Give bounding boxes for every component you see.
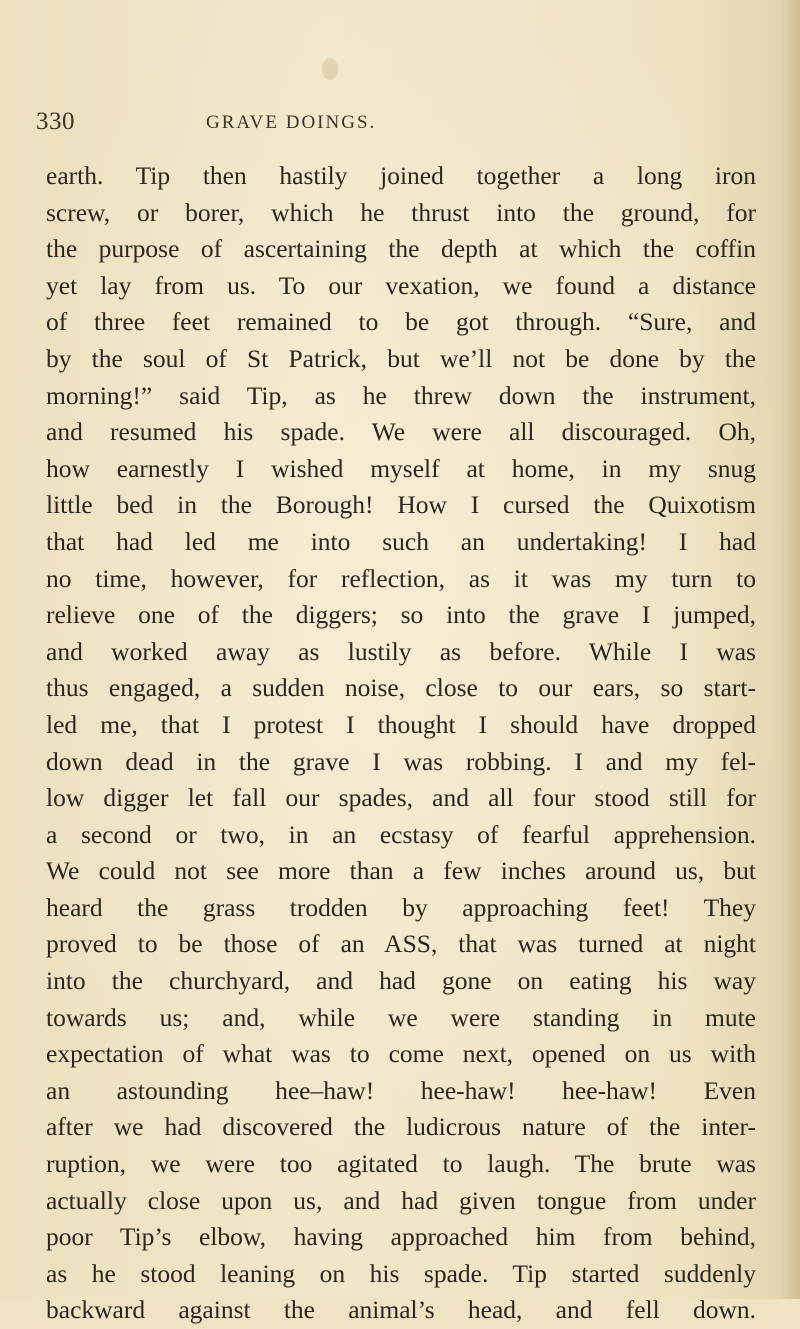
text-line: of three feet remained to be got through. “Sure, and	[46, 307, 756, 337]
text-line: morning!” said Tip, as he threw down the instrument,	[46, 380, 756, 410]
running-head: GRAVE DOINGS.	[206, 112, 377, 133]
text-line: little bed in the Borough! How I cursed the Quixotism	[46, 490, 756, 520]
text-line: screw, or borer, which he thrust into the ground, for	[46, 197, 756, 227]
text-line: by the soul of St Patrick, but we’ll not be done by the	[46, 343, 756, 373]
text-line: into the churchyard, and had gone on eating his way	[46, 966, 756, 996]
text-line: an astounding hee–haw! hee-haw! hee-haw! Even	[46, 1075, 756, 1105]
text-line: heard the grass trodden by approaching feet! They	[46, 892, 756, 922]
text-line: and resumed his spade. We were all discouraged. Oh,	[46, 417, 756, 447]
text-line: ruption, we were too agitated to laugh. The brute was	[46, 1149, 756, 1179]
page-header	[36, 108, 776, 138]
text-line: backward against the animal’s head, and fell down.	[46, 1295, 756, 1325]
text-line: how earnestly I wished myself at home, in my snug	[46, 453, 756, 483]
text-line: yet lay from us. To our vexation, we found a distance	[46, 270, 756, 300]
text-line: no time, however, for reflection, as it was my turn to	[46, 563, 756, 593]
text-line: down dead in the grave I was robbing. I and my fel-	[46, 746, 756, 776]
text-line: low digger let fall our spades, and all four stood still for	[46, 783, 756, 813]
text-line: actually close upon us, and had given tongue from under	[46, 1185, 756, 1215]
text-line: as he stood leaning on his spade. Tip started suddenly	[46, 1258, 756, 1288]
text-line: poor Tip’s elbow, having approached him from behind,	[46, 1222, 756, 1252]
text-line: expectation of what was to come next, opened on us with	[46, 1039, 756, 1069]
body-text	[46, 158, 756, 1329]
text-line: after we had discovered the ludicrous nature of the inter-	[46, 1112, 756, 1142]
text-line: towards us; and, while we were standing in mute	[46, 1002, 756, 1032]
text-line: led me, that I protest I thought I should have dropped	[46, 709, 756, 739]
text-line: and worked away as lustily as before. While I was	[46, 636, 756, 666]
text-line: that had led me into such an undertaking! I had	[46, 526, 756, 556]
text-line: the purpose of ascertaining the depth at which the coffin	[46, 234, 756, 264]
text-line: earth. Tip then hastily joined together a long iron	[46, 161, 756, 190]
page-number: 330	[36, 108, 75, 135]
text-line: We could not see more than a few inches around us, but	[46, 856, 756, 886]
text-line: relieve one of the diggers; so into the grave I jumped,	[46, 600, 756, 630]
page-edge-shadow	[778, 0, 800, 1299]
text-line: a second or two, in an ecstasy of fearful apprehension.	[46, 819, 756, 849]
text-line: thus engaged, a sudden noise, close to our ears, so start-	[46, 673, 756, 703]
paper-stain	[322, 58, 338, 80]
text-line: proved to be those of an ASS, that was turned at night	[46, 929, 756, 959]
